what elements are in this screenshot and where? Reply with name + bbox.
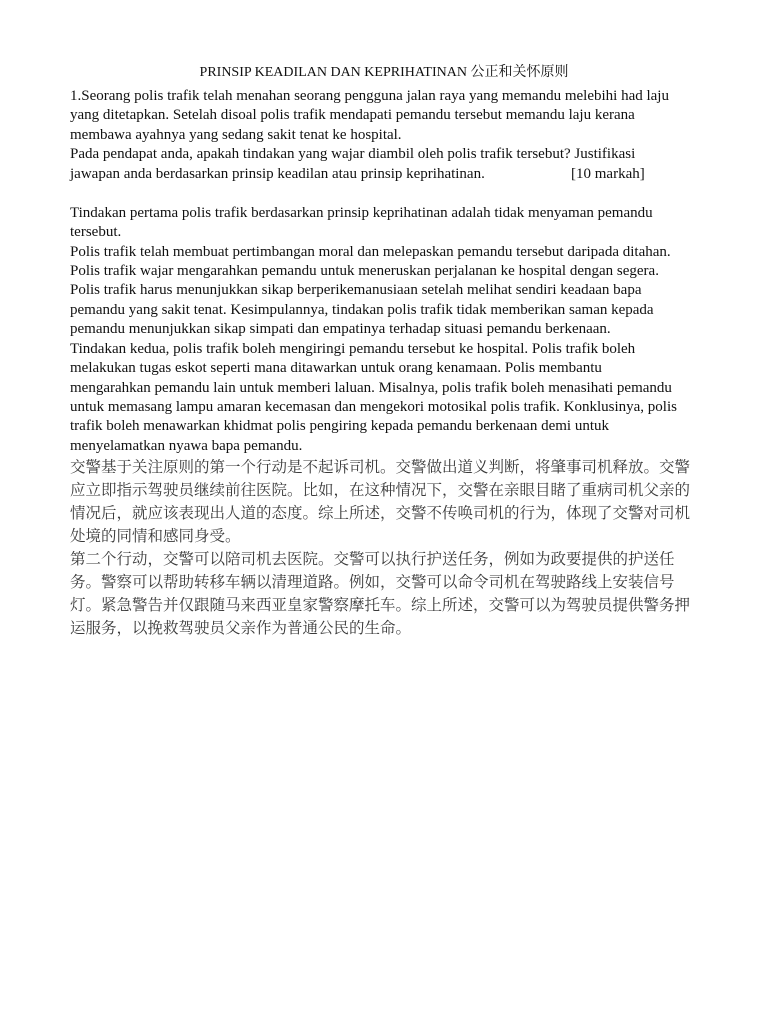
- chinese-answer-line: 处境的同情和感同身受。: [70, 527, 241, 545]
- question-line: jawapan anda berdasarkan prinsip keadilan atau prinsip keprihatinan.: [70, 165, 485, 182]
- question-line: Pada pendapat anda, apakah tindakan yang wajar diambil oleh polis trafik tersebut? Justifikasi: [70, 146, 636, 163]
- answer-line: melakukan tugas eskot seperti mana ditawarkan untuk orang kenamaan. Polis membantu: [70, 360, 602, 377]
- answer-line: Polis trafik harus menunjukkan sikap berperikemanusiaan setelah melihat sendiri keadaan bapa: [70, 282, 642, 299]
- answer-line: pemandu yang sakit tenat. Kesimpulannya, tindakan polis trafik tidak memberikan saman kepada: [70, 301, 654, 318]
- answer-line: menyelamatkan nyawa bapa pemandu.: [70, 437, 303, 454]
- question-line: 1.Seorang polis trafik telah menahan seorang pengguna jalan raya yang memandu melebihi had laju: [70, 88, 669, 104]
- malay-text-block: [70, 87, 730, 456]
- answer-line: pemandu menunjukkan sikap simpati dan empatinya terhadap situasi pemandu berkenaan.: [70, 321, 611, 338]
- answer-line: Polis trafik wajar mengarahkan pemandu untuk meneruskan perjalanan ke hospital dengan segera.: [70, 262, 659, 279]
- blank-line: [70, 184, 730, 203]
- chinese-answer-line: 情况后，就应该表现出人道的态度。综上所述，交警不传唤司机的行为，体现了交警对司机: [70, 504, 691, 522]
- answer-line: tersebut.: [70, 224, 122, 241]
- chinese-answer-line: 应立即指示驾驶员继续前往医院。比如，在这种情况下，交警在亲眼目睹了重病司机父亲的: [70, 481, 691, 499]
- question-line: yang ditetapkan. Setelah disoal polis trafik mendapati pemandu tersebut memandu laju kerana: [70, 107, 635, 124]
- question-line: membawa ayahnya yang sedang sakit tenat ke hospital.: [70, 126, 402, 143]
- answer-line: Polis trafik telah membuat pertimbangan moral dan melepaskan pemandu tersebut daripada ditahan.: [70, 243, 671, 260]
- chinese-answer-line: 交警基于关注原则的第一个行动是不起诉司机。交警做出道义判断，将肇事司机释放。交警: [70, 458, 691, 476]
- answer-line: trafik boleh menawarkan khidmat polis pengiring kepada pemandu berkenaan demi untuk: [70, 418, 609, 435]
- answer-line: Tindakan pertama polis trafik berdasarkan prinsip keprihatinan adalah tidak menyaman pemandu: [70, 204, 653, 221]
- chinese-text-block: [70, 456, 730, 640]
- chinese-answer-line: 灯。紧急警告并仅跟随马来西亚皇家警察摩托车。综上所述，交警可以为驾驶员提供警务押: [70, 596, 691, 614]
- answer-line: untuk memasang lampu amaran kecemasan dan mengekori motosikal polis trafik. Konklusinya, polis: [70, 399, 677, 415]
- chinese-answer-line: 第二个行动，交警可以陪司机去医院。交警可以执行护送任务，例如为政要提供的护送任: [70, 550, 675, 568]
- question-line-last: [70, 165, 730, 184]
- chinese-answer-line: 务。警察可以帮助转移车辆以清理道路。例如，交警可以命令司机在驾驶路线上安装信号: [70, 573, 675, 591]
- marks-label: [10 markah]: [571, 165, 645, 182]
- document-title: PRINSIP KEADILAN DAN KEPRIHATINAN 公正和关怀原则: [199, 65, 569, 80]
- chinese-answer-line: 运服务，以挽救驾驶员父亲作为普通公民的生命。: [70, 619, 412, 637]
- answer-line: mengarahkan pemandu lain untuk memberi laluan. Misalnya, polis trafik boleh menasihati pemandu: [70, 379, 672, 396]
- answer-line: Tindakan kedua, polis trafik boleh mengiringi pemandu tersebut ke hospital. Polis trafik boleh: [70, 340, 636, 357]
